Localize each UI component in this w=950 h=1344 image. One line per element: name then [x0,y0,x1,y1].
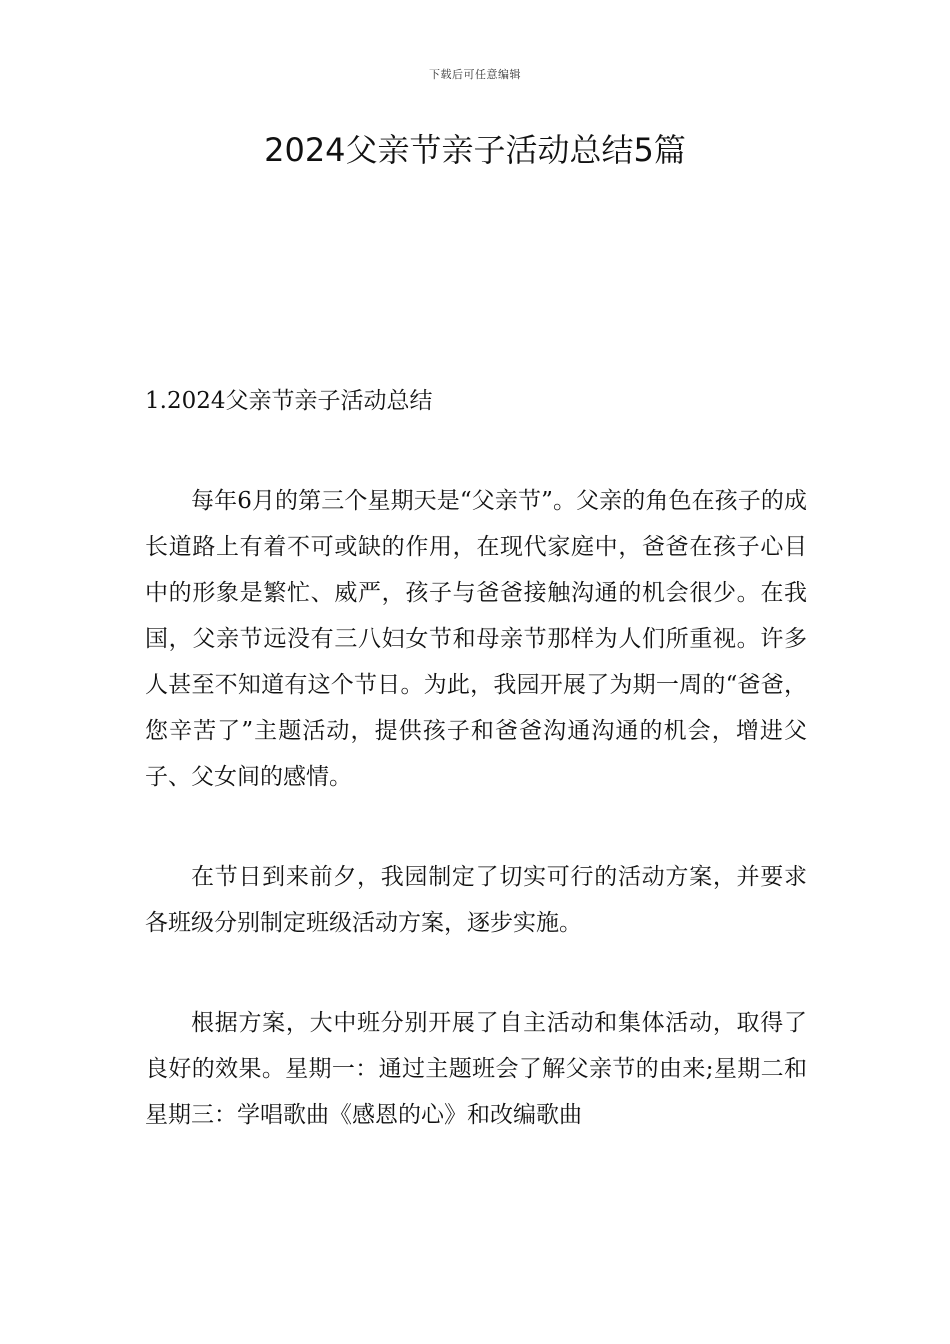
paragraph-plan: 在节日到来前夕，我园制定了切实可行的活动方案，并要求各班级分别制定班级活动方案，逐步实施。 [145,864,807,936]
document-body [145,378,807,1192]
section-heading: 1.2024父亲节亲子活动总结 [145,388,433,414]
paragraph-intro: 每年6月的第三个星期天是“父亲节”。父亲的角色在孩子的成长道路上有着不可或缺的作用，在现代家庭中，爸爸在孩子心目中的形象是繁忙、威严，孩子与爸爸接触沟通的机会很少。在我国，父亲节远没有三八妇女节和母亲节那样为人们所重视。许多人甚至不知道有这个节日。为此，我园开展了为期一周的“爸爸，您辛苦了”主题活动，提供孩子和爸爸沟通沟通的机会，增进父子、父女间的感情。 [145,488,807,790]
paragraph-activities: 根据方案，大中班分别开展了自主活动和集体活动，取得了良好的效果。星期一：通过主题班会了解父亲节的由来;星期二和星期三：学唱歌曲《感恩的心》和改编歌曲 [145,1010,807,1128]
document-title: 2024父亲节亲子活动总结5篇 [264,131,686,169]
header-note: 下载后可任意编辑 [429,68,521,81]
